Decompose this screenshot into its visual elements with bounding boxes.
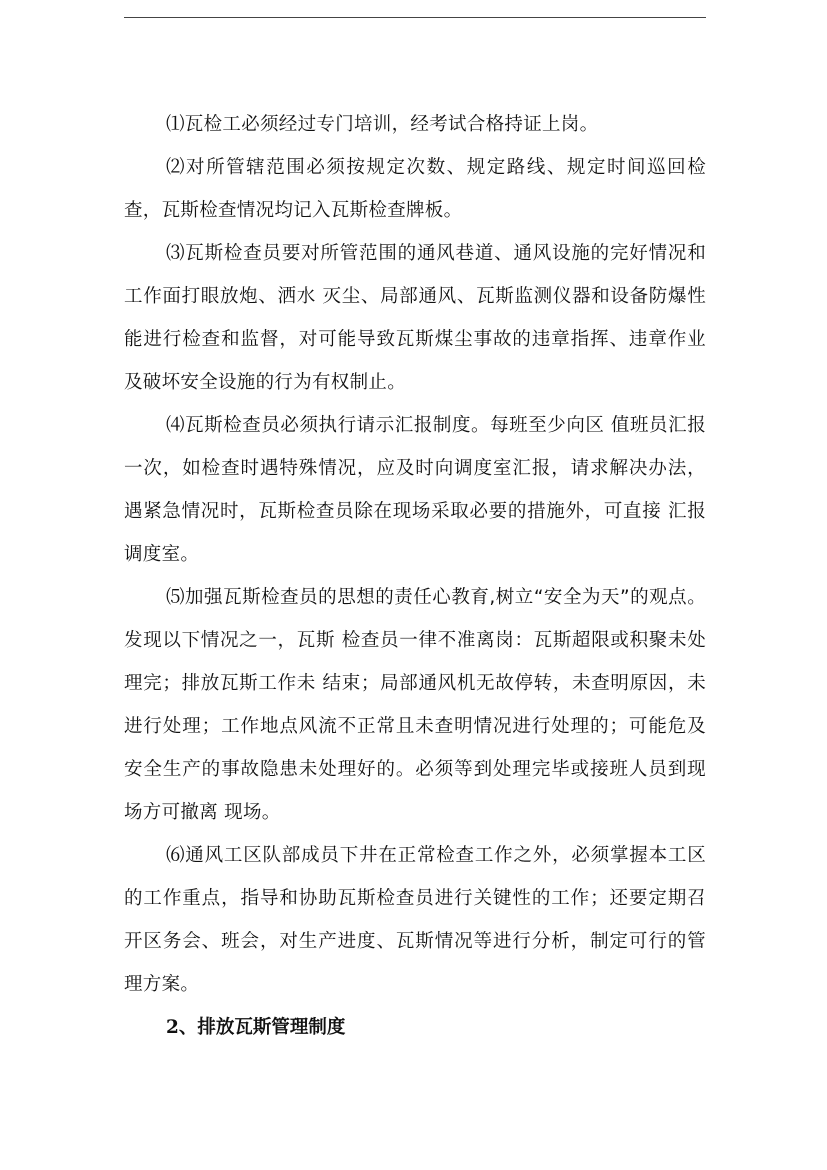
paragraph-3: ⑶瓦斯检查员要对所管范围的通风巷道、通风设施的完好情况和工作面打眼放炮、洒水 灭尘、局部通风、瓦斯监测仪器和设备防爆性能进行检查和监督，对可能导致瓦斯煤尘事故的违章指挥、违章作业及破坏安全设施的行为有权制止。 <box>124 243 706 393</box>
header-rule <box>124 17 706 18</box>
paragraph-1: ⑴瓦检工必须经过专门培训，经考试合格持证上岗。 <box>166 114 599 135</box>
paragraph-5: ⑸加强瓦斯检查员的思想的责任心教育,树立“安全为天”的观点。发现以下情况之一，瓦斯 检查员一律不准离岗：瓦斯超限或积聚未处理完；排放瓦斯工作未 结束；局部通风机无故停转，未查明原因，未进行处理；工作地点风流不正常且未查明情况进行处理的；可能危及安全生产的事故隐患未处理好的。必须等到处理完毕或接班人员到现场方可撤离 现场。 <box>124 587 706 823</box>
document-body <box>124 103 706 1049</box>
paragraph-6: ⑹通风工区队部成员下井在正常检查工作之外，必须掌握本工区的工作重点，指导和协助瓦斯检查员进行关键性的工作；还要定期召开区务会、班会，对生产进度、瓦斯情况等进行分析，制定可行的管理方案。 <box>124 845 706 995</box>
paragraph-2: ⑵对所管辖范围必须按规定次数、规定路线、规定时间巡回检查，瓦斯检查情况均记入瓦斯检查牌板。 <box>124 157 706 221</box>
section-heading: 2、排放瓦斯管理制度 <box>166 1017 346 1038</box>
paragraph-4: ⑷瓦斯检查员必须执行请示汇报制度。每班至少向区 值班员汇报一次，如检查时遇特殊情况，应及时向调度室汇报，请求解决办法，遇紧急情况时，瓦斯检查员除在现场采取必要的措施外，可直接 汇报调度室。 <box>124 415 706 565</box>
